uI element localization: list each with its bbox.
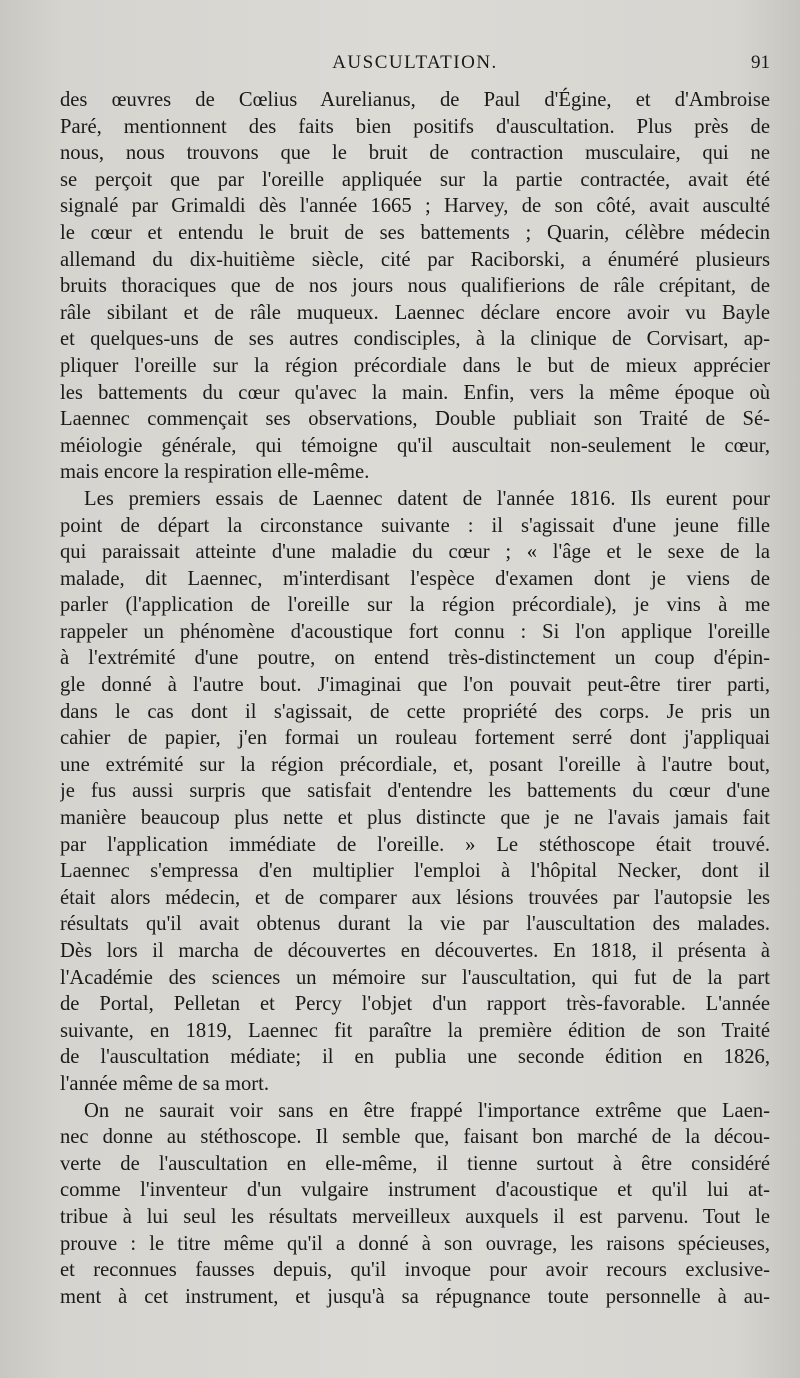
text-line: les battements du cœur qu'avec la main. Enfin, vers la même époque où [60,381,770,404]
text-line: nous, nous trouvons que le bruit de contraction musculaire, qui ne [60,142,770,165]
text-line: de Portal, Pelletan et Percy l'objet d'un rapport très-favorable. L'année [60,993,770,1016]
body-text [60,87,770,1310]
text-line: manière beaucoup plus nette et plus distincte que je ne l'avais jamais fait [60,807,770,830]
text-line: dans le cas dont il s'agissait, de cette propriété des corps. Je pris un [60,700,770,723]
text-line: l'Académie des sciences un mémoire sur l'auscultation, qui fut de la part [60,966,770,989]
text-line: parler (l'application de l'oreille sur la région précordiale), je vins à me [60,594,770,617]
text-line: Laennec commençait ses observations, Double publiait son Traité de Sé- [60,408,770,431]
text-line: l'année même de sa mort. [60,1072,269,1095]
text-line: Dès lors il marcha de découvertes en découvertes. En 1818, il présenta à [60,940,770,962]
text-line: qui paraissait atteinte d'une maladie du cœur ; « l'âge et le sexe de la [60,541,770,564]
text-line: je fus aussi surpris que satisfait d'entendre les battements du cœur d'une [60,780,770,803]
text-line: point de départ la circonstance suivante : il s'agissait d'une jeune fille [60,514,770,537]
text-line: ment à cet instrument, et jusqu'à sa répugnance toute personnelle à au- [60,1285,770,1308]
text-line: bruits thoraciques que de nos jours nous qualifierions de râle crépitant, de [60,275,770,298]
paragraph-3 [60,1098,770,1311]
text-line: signalé par Grimaldi dès l'année 1665 ; Harvey, de son côté, avait ausculté [60,195,770,218]
text-line: rappeler un phénomène d'acoustique fort connu : Si l'on applique l'oreille [60,620,770,643]
text-line: Paré, mentionnent des faits bien positifs d'auscultation. Plus près de [60,115,770,138]
text-line: mais encore la respiration elle-même. [60,461,370,484]
text-line: nec donne au stéthoscope. Il semble que, faisant bon marché de la décou- [60,1126,770,1149]
text-line: allemand du dix-huitième siècle, cité par Raciborski, a énuméré plusieurs [60,248,770,271]
paragraph-2 [60,486,770,1098]
text-line: gle donné à l'autre bout. J'imaginai que l'on pouvait peut-être tirer parti, [60,674,770,697]
text-line: à l'extrémité d'une poutre, on entend très-distinctement un coup d'épin- [60,647,770,670]
text-line: suivante, en 1819, Laennec fit paraître la première édition de son Traité [60,1019,770,1042]
text-line: résultats qu'il avait obtenus durant la vie par l'auscultation des malades. [60,913,770,936]
text-line: méiologie générale, qui témoigne qu'il auscultait non-seulement le cœur, [60,434,770,457]
page-header [60,52,770,82]
text-line: comme l'inventeur d'un vulgaire instrument d'acoustique et qu'il lui at- [60,1179,770,1202]
text-line: verte de l'auscultation en elle-même, il tienne surtout à être considéré [60,1152,770,1175]
text-line: se perçoit que par l'oreille appliquée sur la partie contractée, avait été [60,168,770,191]
text-line: une extrémité sur la région précordiale, et, posant l'oreille à l'autre bout, [60,753,770,776]
text-line: le cœur et entendu le bruit de ses battements ; Quarin, célèbre médecin [60,221,770,244]
text-line: tribue à lui seul les résultats merveilleux auxquels il est parvenu. Tout le [60,1205,770,1228]
text-line: et quelques-uns de ses autres condisciples, à la clinique de Corvisart, ap- [60,328,770,351]
text-line: Laennec s'empressa d'en multiplier l'emploi à l'hôpital Necker, dont il [60,860,770,883]
text-line: par l'application immédiate de l'oreille. » Le stéthoscope était trouvé. [60,833,770,856]
paragraph-1 [60,87,770,486]
text-line: prouve : le titre même qu'il a donné à son ouvrage, les raisons spécieuses, [60,1232,770,1255]
text-line: cahier de papier, j'en formai un rouleau fortement serré dont j'appliquai [60,727,770,750]
text-line: pliquer l'oreille sur la région précordiale dans le but de mieux apprécier [60,354,770,377]
text-line: râle sibilant et de râle muqueux. Laennec déclare encore avoir vu Bayle [60,301,770,324]
text-line: et reconnues fausses depuis, qu'il invoque pour avoir recours exclusive- [60,1259,770,1282]
text-line: On ne saurait voir sans en être frappé l'importance extrême que Laen- [84,1099,770,1122]
text-line: malade, dit Laennec, m'interdisant l'espèce d'examen dont je viens de [60,567,770,590]
running-title: AUSCULTATION. [332,52,498,73]
text-line: des œuvres de Cœlius Aurelianus, de Paul d'Égine, et d'Ambroise [60,89,770,111]
text-line: Les premiers essais de Laennec datent de l'année 1816. Ils eurent pour [84,487,770,510]
text-line: de l'auscultation médiate; il en publia une seconde édition en 1826, [60,1046,770,1069]
page-number: 91 [751,52,770,73]
text-line: était alors médecin, et de comparer aux lésions trouvées par l'autopsie les [60,886,770,909]
